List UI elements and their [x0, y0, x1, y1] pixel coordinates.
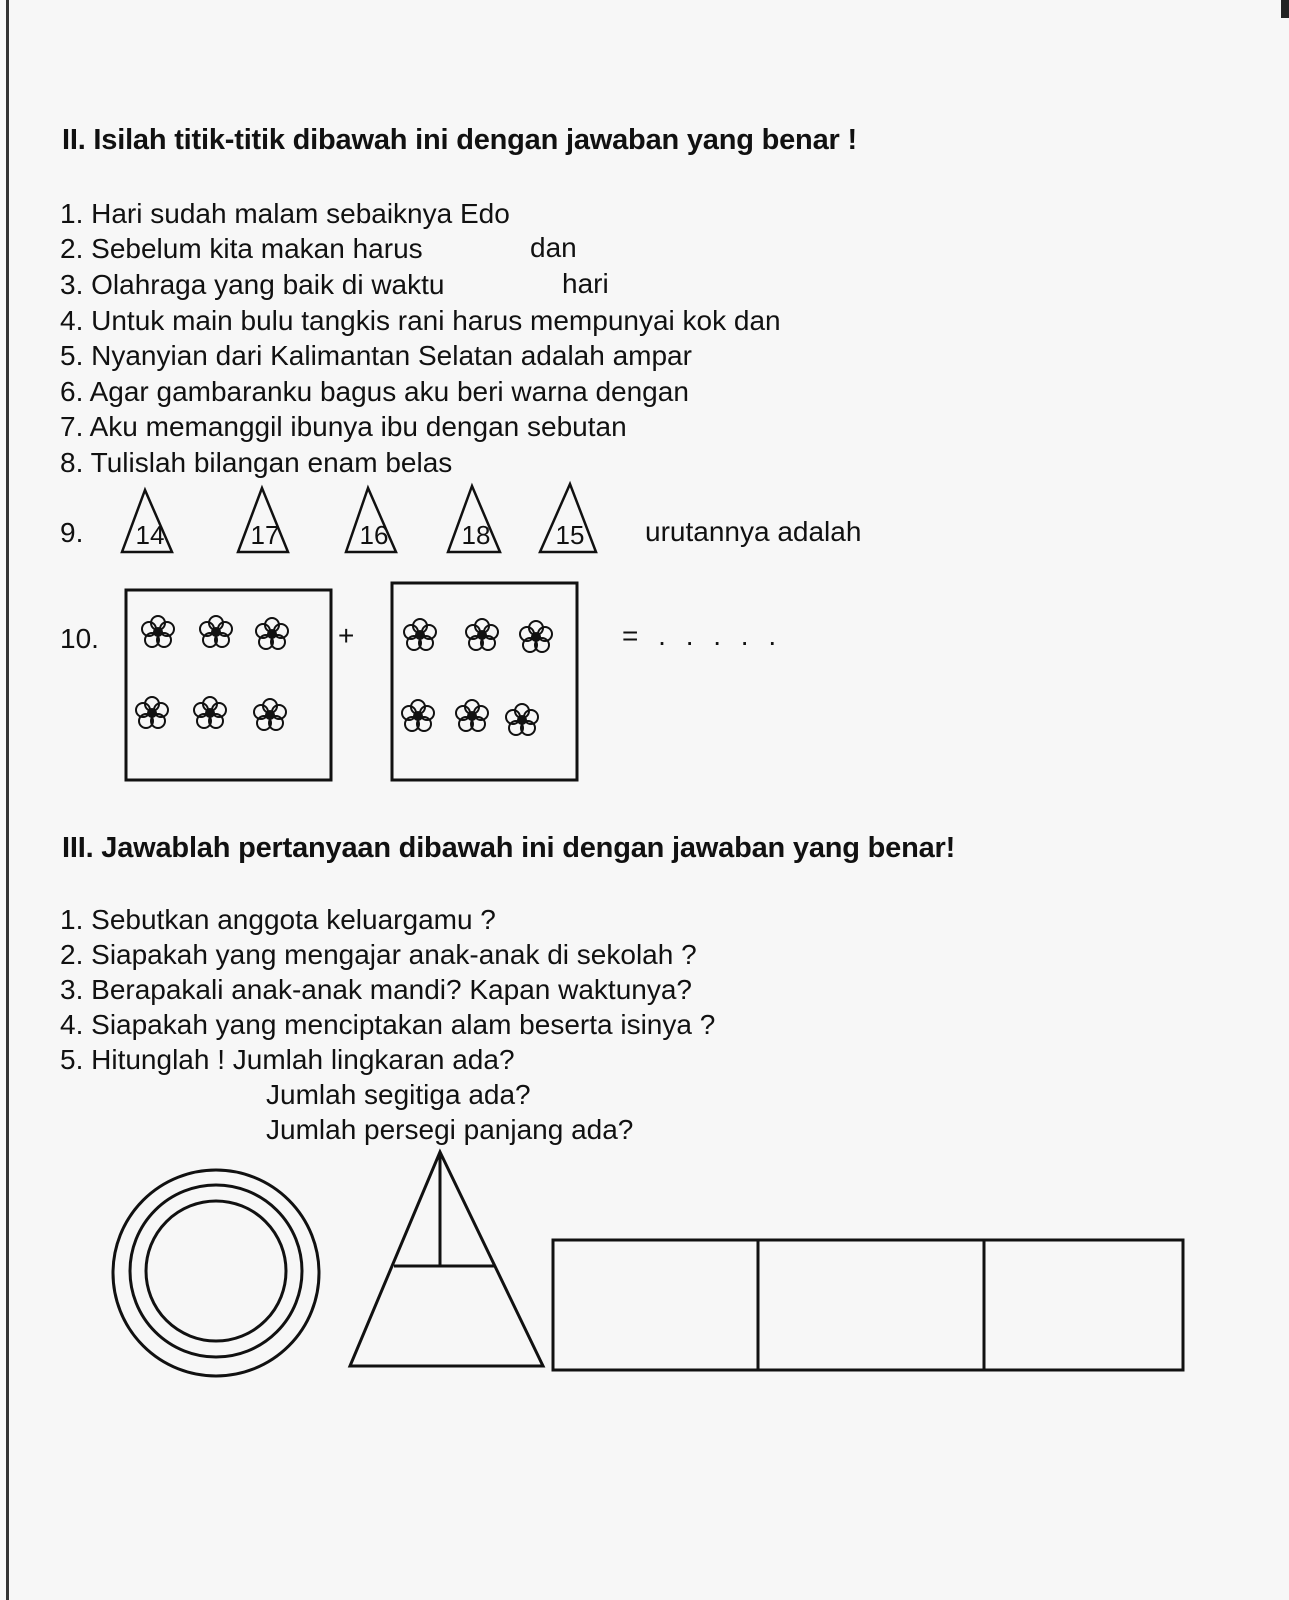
circles-figure [108, 1165, 328, 1385]
plus-sign: + [338, 620, 355, 651]
item-text: Siapakah yang menciptakan alam beserta isinya ? [91, 1009, 716, 1040]
flower-icon [256, 618, 288, 649]
item-text: Sebutkan anggota keluargamu ? [91, 904, 496, 935]
sub-question-triangles: Jumlah segitiga ada? [266, 1079, 531, 1110]
item-number: 6. [60, 376, 84, 407]
section2-item-8 [60, 446, 452, 480]
item-text: Berapakali anak-anak mandi? Kapan waktunya? [91, 974, 692, 1005]
rectangles-figure [548, 1232, 1198, 1382]
item-text: Olahraga yang baik di waktu [91, 269, 445, 300]
item-text: Hari sudah malam sebaiknya Edo [91, 198, 510, 229]
item-text: Nyanyian dari Kalimantan Selatan adalah ampar [91, 340, 692, 371]
triangle-2-label: 17 [250, 520, 280, 550]
circle-inner [146, 1201, 286, 1341]
section2-item-6 [60, 375, 689, 409]
triangle-1-label: 14 [135, 520, 165, 550]
item-number: 7. [60, 411, 84, 442]
page-corner-mark [1281, 0, 1289, 18]
rectangle-outer [553, 1240, 1183, 1370]
flower-icon [402, 700, 434, 731]
triangles-figure [345, 1148, 555, 1378]
sub-question-rectangles: Jumlah persegi panjang ada? [266, 1114, 634, 1145]
item-number: 1. [60, 904, 84, 935]
section2-item-3 [60, 268, 444, 302]
flower-icon [136, 697, 168, 728]
equals-blank: = . . . . . [622, 620, 783, 651]
item-number: 5. [60, 1044, 84, 1075]
flower-icon [404, 619, 436, 650]
flower-box-left [126, 590, 331, 780]
section2-heading: II. Isilah titik-titik dibawah ini dengan jawaban yang benar ! [62, 124, 857, 156]
flower-icon [456, 700, 488, 731]
section2-item-5 [60, 339, 692, 373]
item-text: Aku memanggil ibunya ibu dengan sebutan [89, 411, 627, 442]
section2-item-2 [60, 232, 423, 266]
section3-item-1 [60, 903, 496, 937]
flower-icon [142, 616, 174, 647]
section2-item-9-suffix: urutannya adalah [645, 516, 862, 547]
item-number: 8. [60, 447, 84, 478]
page-left-edge [6, 0, 9, 1600]
item-number: 4. [60, 305, 84, 336]
flower-icon [200, 616, 232, 647]
item-text: Hitunglah ! Jumlah lingkaran ada? [91, 1044, 515, 1075]
section2-item-9-number: 9. [60, 517, 84, 548]
flower-box-right [392, 583, 577, 780]
flower-icon [466, 619, 498, 650]
number-triangles [110, 482, 710, 562]
flower-icon [254, 699, 286, 730]
item-text: Untuk main bulu tangkis rani harus mempunyai kok dan [91, 305, 781, 336]
section2-item-1 [60, 197, 510, 231]
section3-item-5 [60, 1043, 515, 1077]
flower-addition [110, 575, 810, 795]
section2-item-4 [60, 304, 781, 338]
item-number: 2. [60, 939, 84, 970]
item-text: Siapakah yang mengajar anak-anak di sekolah ? [91, 939, 697, 970]
item-number: 4. [60, 1009, 84, 1040]
item-number: 3. [60, 974, 84, 1005]
triangle-3-label: 16 [359, 520, 389, 550]
circle-middle [130, 1185, 302, 1357]
section2-item-7 [60, 410, 627, 444]
item-text: Tulislah bilangan enam belas [90, 447, 453, 478]
triangle-5-label: 15 [555, 520, 585, 550]
section2-item-2-tail: dan [530, 232, 577, 263]
item-number: 2. [60, 233, 84, 264]
flower-icon [194, 697, 226, 728]
item-text: Agar gambaranku bagus aku beri warna dengan [89, 376, 689, 407]
flower-icon [520, 621, 552, 652]
triangle-outer [350, 1152, 543, 1366]
item-number: 1. [60, 198, 84, 229]
section3-item-4 [60, 1008, 715, 1042]
item-number: 3. [60, 269, 84, 300]
section3-item-2 [60, 938, 697, 972]
section3-heading: III. Jawablah pertanyaan dibawah ini dengan jawaban yang benar! [62, 832, 956, 864]
flower-icon [506, 704, 538, 735]
section3-item-3 [60, 973, 692, 1007]
section2-item-10-number: 10. [60, 623, 99, 654]
section2-item-3-tail: hari [562, 268, 609, 299]
item-text: Sebelum kita makan harus [91, 233, 423, 264]
triangle-4-label: 18 [461, 520, 491, 550]
item-number: 5. [60, 340, 84, 371]
